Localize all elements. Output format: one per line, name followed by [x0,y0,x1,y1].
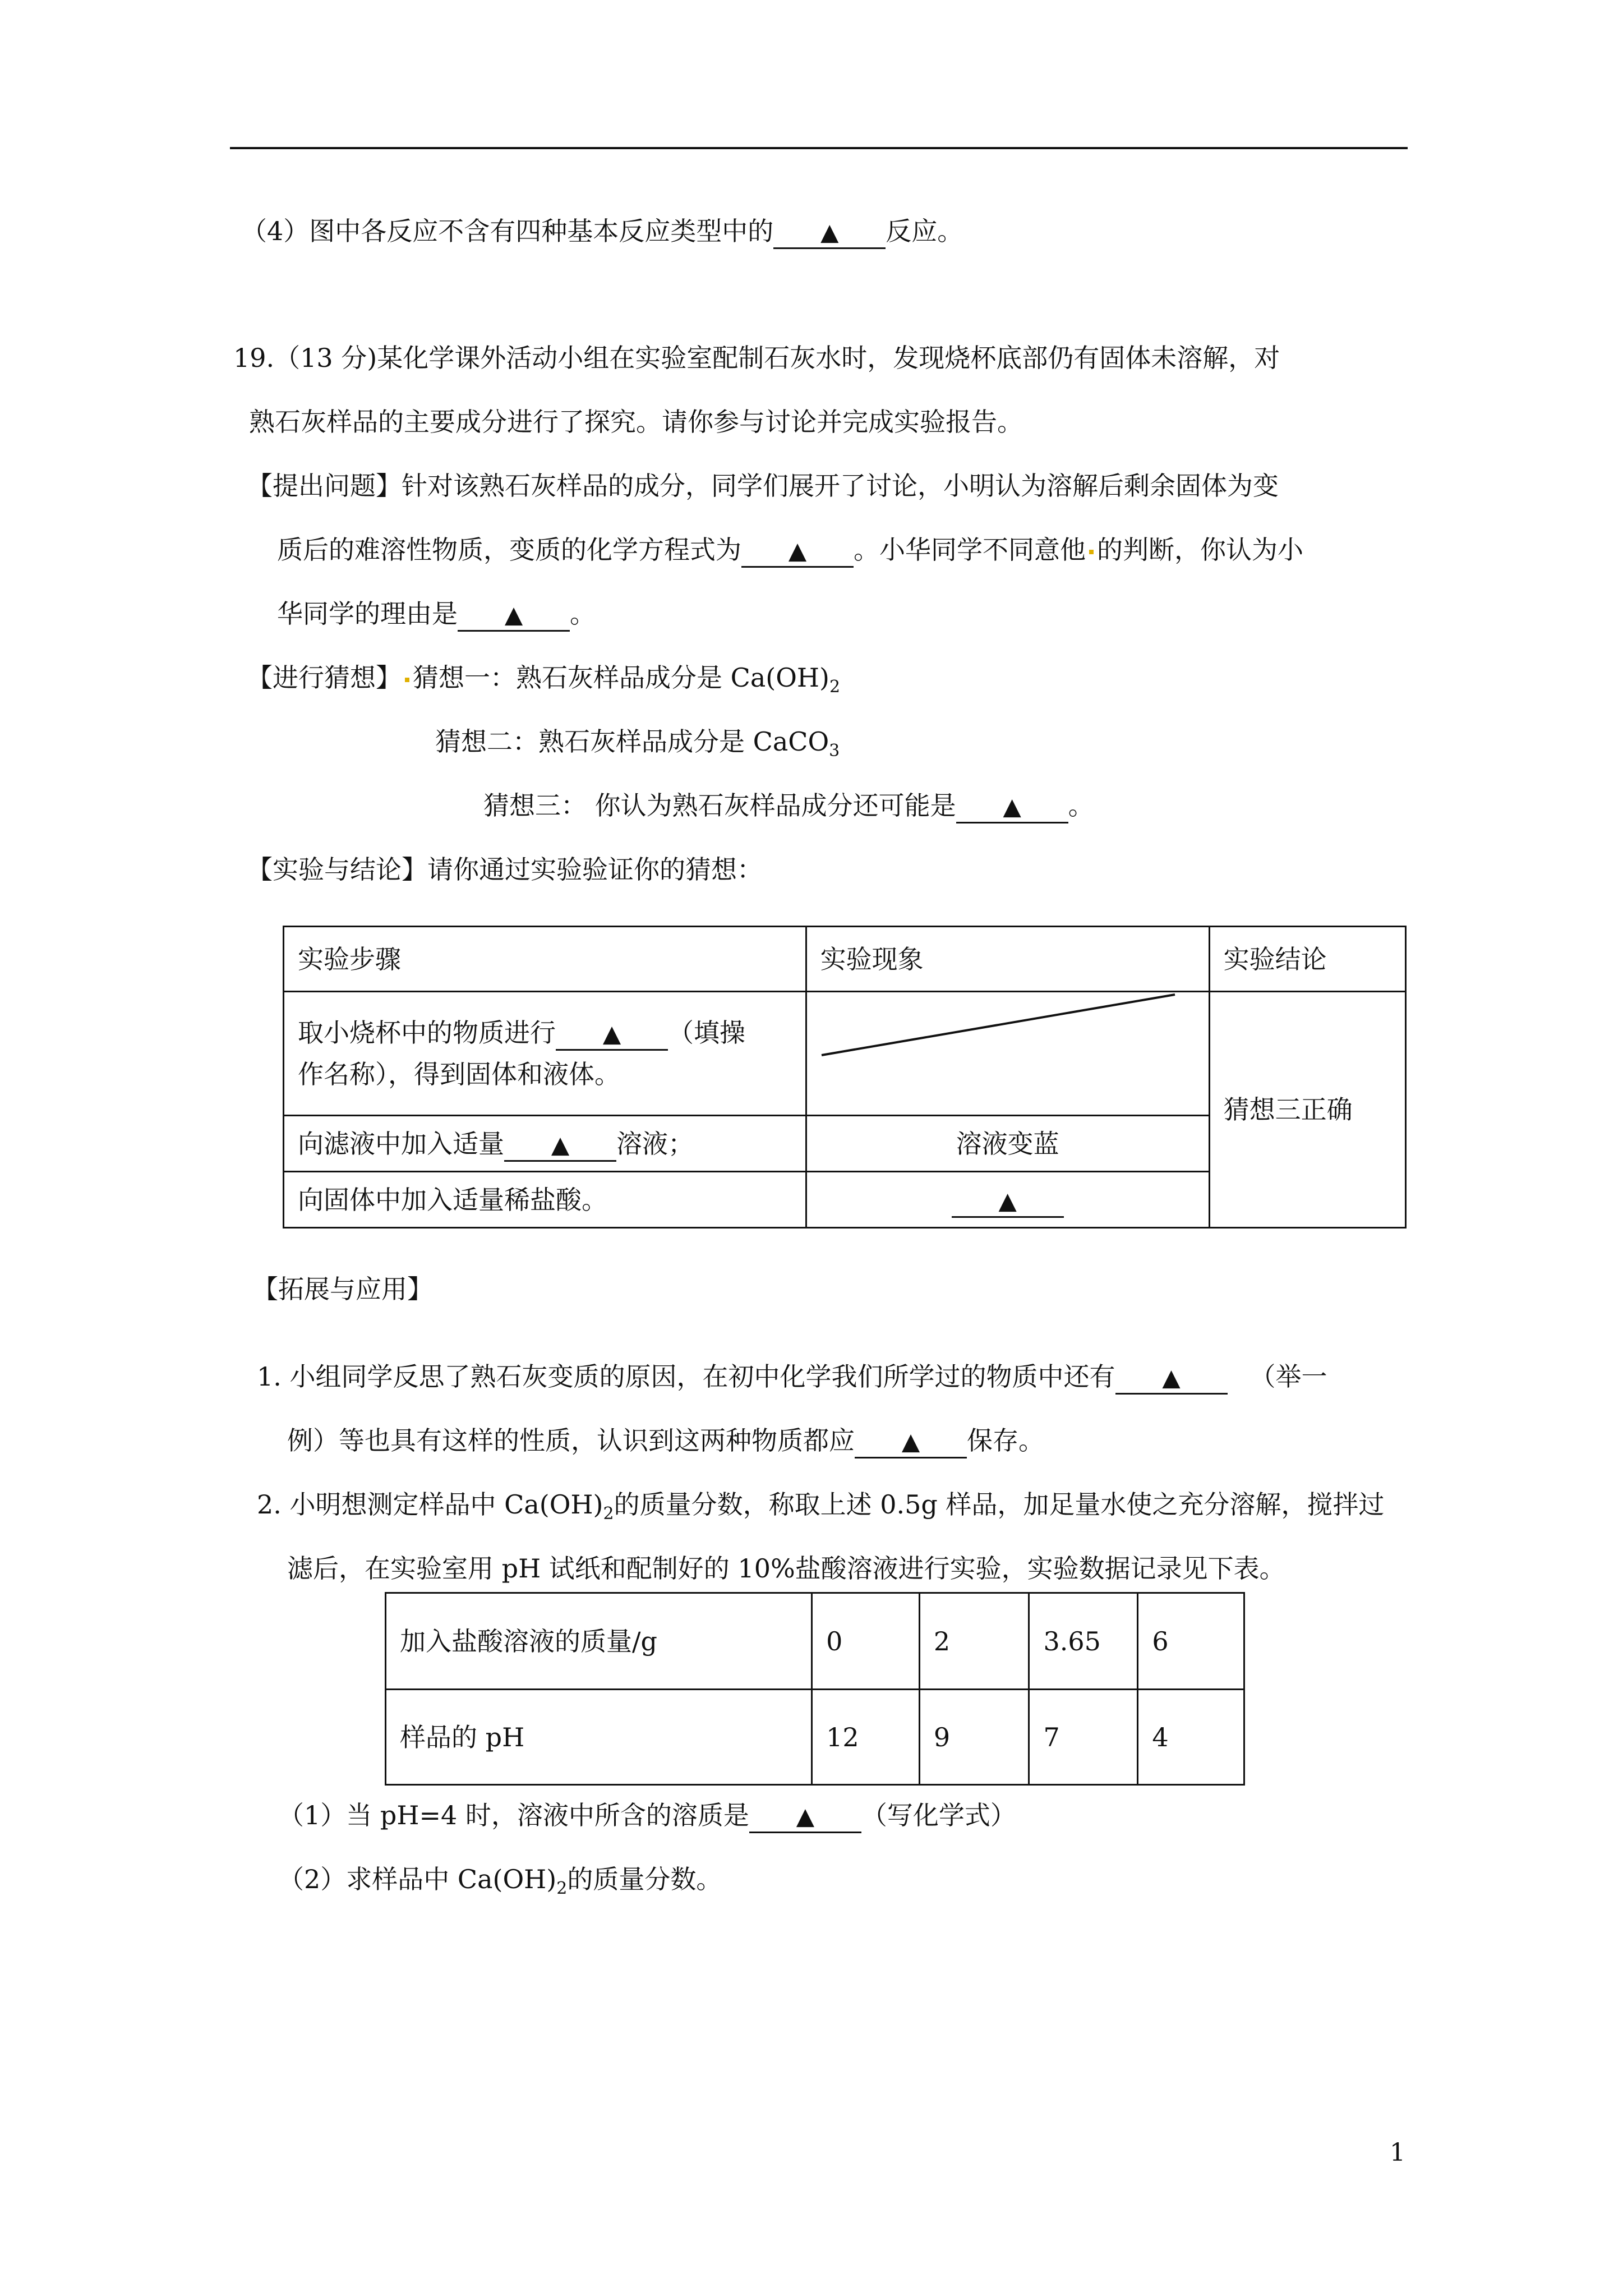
table-cell: 7 [1029,1690,1138,1785]
experiment-intro: 【实验与结论】请你通过实验验证你的猜想： [247,854,763,885]
table-row [284,992,1406,1116]
table-cell: 4 [1138,1690,1244,1785]
table-cell: 2 [919,1593,1029,1690]
table-row [386,1593,1244,1690]
sub-question-2: （2）求样品中 $Ca(OH)_2$的质量分数。 [278,1864,722,1898]
hypothesis-blank[interactable]: ▲ [956,790,1068,823]
solute-blank[interactable]: ▲ [749,1800,861,1833]
extension-item1-line2: 例）等也具有这样的性质，认识到这两种物质都应 ▲ 保存。 [287,1424,1044,1458]
header-cell: 实验结论 [1209,927,1405,992]
extension-item1-line1: 1. 小组同学反思了熟石灰变质的原因，在初中化学我们所学过的物质中还有 ▲ （举一 [257,1360,1327,1395]
equation-blank[interactable]: ▲ [741,535,854,568]
row-label: 加入盐酸溶液的质量/g [386,1593,812,1690]
answer-blank[interactable]: ▲ [773,216,886,249]
phenomenon-cell-crossed [806,992,1209,1116]
extension-item2-line2: 滤后，在实验室用 pH 试纸和配制好的 10%盐酸溶液进行实验，实验数据记录见下表。 [287,1553,1285,1584]
table-cell: 6 [1138,1593,1244,1690]
reason-blank[interactable]: ▲ [458,599,570,632]
table-cell: 12 [812,1690,920,1785]
table-cell: 3.65 [1029,1593,1138,1690]
table-row [386,1690,1244,1785]
diagonal-slash [807,992,1209,1115]
table-cell: 9 [919,1690,1029,1785]
substance-blank[interactable]: ▲ [1115,1361,1228,1395]
table-row [284,927,1406,992]
storage-blank[interactable]: ▲ [855,1425,967,1458]
dot-mark [405,678,409,682]
hypothesis-2: 猜想二：熟石灰样品成分是 CaCO$_3$ [435,726,840,761]
raise-question-line2: 质后的难溶性物质，变质的化学方程式为 ▲ 。小华同学不同意他 的判断，你认为小 [277,533,1303,568]
phenomenon-cell [806,1172,1209,1228]
reagent-blank[interactable]: ▲ [504,1129,616,1162]
step-cell: 向固体中加入适量稀盐酸。 [284,1172,806,1228]
header-cell: 实验步骤 [284,927,806,992]
q18-item4: （4）图中各反应不含有四种基本反应类型中的 ▲ 反应。 [241,214,963,249]
ph-data-table [385,1592,1245,1786]
operation-blank[interactable]: ▲ [556,1018,668,1051]
raise-question-line3: 华同学的理由是 ▲ 。 [277,597,596,632]
header-cell: 实验现象 [806,927,1209,992]
phenomenon-cell: 溶液变蓝 [806,1116,1209,1172]
sub-question-1: （1）当 pH=4 时，溶液中所含的溶质是 ▲ （写化学式） [278,1798,1016,1833]
step-cell: 向滤液中加入适量 ▲ 溶液； [284,1116,806,1172]
hypothesis-1: 【进行猜想】 猜想一：熟石灰样品成分是 $Ca(OH)_2$ [247,662,841,697]
conclusion-cell: 猜想三正确 [1209,992,1405,1228]
extension-label: 【拓展与应用】 [252,1274,433,1304]
header-rule [230,147,1408,149]
table-cell: 0 [812,1593,920,1690]
q19-intro-line1: 19.（13 分)某化学课外活动小组在实验室配制石灰水时，发现烧杯底部仍有固体未溶解，对 [233,343,1280,373]
extension-item2-line1: 2. 小明想测定样品中 $Ca(OH)_2$的质量分数，称取上述 0.5g 样品，加足量水使之充分溶解，搅拌过 [257,1489,1385,1524]
raise-question-line1: 【提出问题】针对该熟石灰样品的成分，同学们展开了讨论，小明认为溶解后剩余固体为变 [247,471,1279,501]
dot-mark [1089,550,1094,554]
hypothesis-3: 猜想三： 你认为熟石灰样品成分还可能是 ▲ 。 [483,789,1094,823]
q19-intro-line2: 熟石灰样品的主要成分进行了探究。请你参与讨论并完成实验报告。 [249,407,1023,437]
experiment-table [283,926,1407,1228]
step-cell: 取小烧杯中的物质进行 ▲ （填操 作名称），得到固体和液体。 [284,992,806,1116]
page-number: 1 [1390,2138,1405,2167]
row-label: 样品的 pH [386,1690,812,1785]
phenomenon-blank[interactable]: ▲ [952,1185,1064,1218]
